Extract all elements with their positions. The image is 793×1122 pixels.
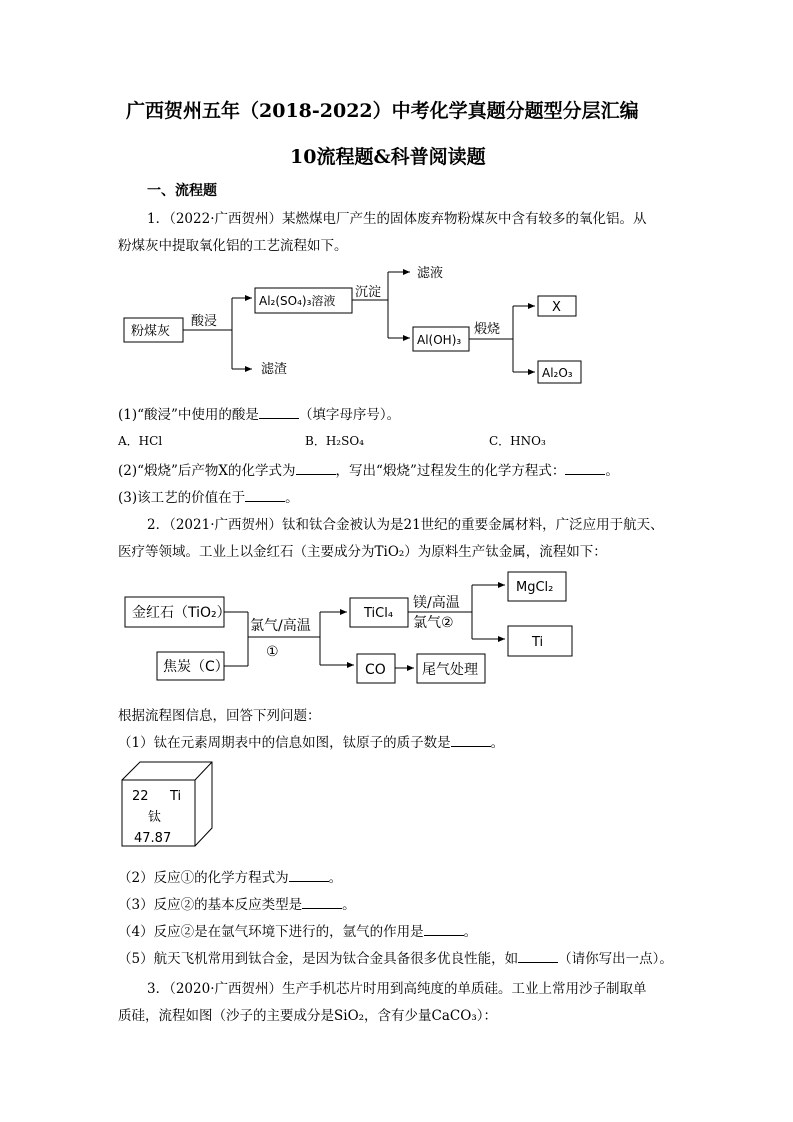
answer-blank[interactable] bbox=[245, 489, 285, 502]
label-fly-ash: 粉煤灰 bbox=[131, 324, 171, 339]
answer-blank[interactable] bbox=[424, 923, 464, 936]
q2-intro-line2: 医疗等领域。工业上以金红石（主要成分为TiO₂）为原料生产钛金属，流程如下： bbox=[118, 544, 607, 560]
element-mass: 47.87 bbox=[134, 831, 172, 846]
label-acid-leach: 酸浸 bbox=[191, 314, 218, 329]
document-title: 广西贺州五年（2018-2022）中考化学真题分题型分层汇编 bbox=[126, 100, 639, 122]
answer-blank[interactable] bbox=[451, 734, 491, 747]
answer-blank[interactable] bbox=[289, 869, 329, 882]
q2-sub2: （2）反应①的化学方程式为 。 bbox=[118, 870, 343, 886]
answer-blank[interactable] bbox=[518, 950, 558, 963]
label-ti: Ti bbox=[532, 635, 544, 650]
label-ticl4: TiCl₄ bbox=[364, 606, 394, 621]
q2-sub3: （3）反应②的基本反应类型是 。 bbox=[118, 897, 356, 913]
answer-blank[interactable] bbox=[296, 462, 336, 475]
answer-blank[interactable] bbox=[259, 406, 299, 419]
label-step1: ① bbox=[266, 644, 279, 660]
label-cond2b: 氯气② bbox=[413, 615, 454, 631]
answer-blank[interactable] bbox=[565, 462, 605, 475]
label-aloh3: Al(OH)₃ bbox=[417, 333, 462, 347]
q2-sub4: （4）反应②是在氩气环境下进行的，氩气的作用是 。 bbox=[118, 924, 478, 940]
label-coke: 焦炭（C） bbox=[163, 659, 229, 675]
q1-option-b: B．H₂SO₄ bbox=[305, 434, 364, 448]
q1-option-a: A．HCl bbox=[118, 434, 163, 448]
element-atomic-number: 22 bbox=[132, 789, 149, 804]
element-symbol: Ti bbox=[170, 789, 182, 804]
label-cond2a: 镁/高温 bbox=[413, 595, 460, 611]
label-al2o3: Al₂O₃ bbox=[542, 366, 573, 380]
document-subtitle: 10流程题&科普阅读题 bbox=[290, 146, 486, 168]
label-mgcl2: MgCl₂ bbox=[516, 580, 554, 595]
label-filtrate: 滤液 bbox=[417, 266, 444, 281]
label-co: CO bbox=[365, 662, 386, 678]
label-residue: 滤渣 bbox=[261, 362, 288, 377]
q1-sub1: (1)“酸浸”中使用的酸是 （填字母序号）。 bbox=[118, 407, 401, 423]
q1-sub3: (3)该工艺的价值在于 。 bbox=[118, 490, 299, 506]
label-rutile: 金红石（TiO₂） bbox=[132, 605, 231, 621]
q2-sub1: （1）钛在元素周期表中的信息如图，钛原子的质子数是 。 bbox=[118, 735, 505, 751]
label-al2so43: Al₂(SO₄)₃溶液 bbox=[259, 294, 336, 308]
q2-sub5: （5）航天飞机常用到钛合金，是因为钛合金具备很多优良性能，如 （请你写出一点）。 bbox=[118, 951, 673, 967]
label-cond1: 氯气/高温 bbox=[250, 618, 311, 634]
q3-intro-line1: 3．（2020·广西贺州）生产手机芯片时用到高纯度的单质硅。工业上常用沙子制取单 bbox=[147, 981, 647, 997]
label-tail-gas: 尾气处理 bbox=[422, 662, 478, 678]
q1-intro-line1: 1．（2022·广西贺州）某燃煤电厂产生的固体废弃物粉煤灰中含有较多的氧化铝。从 bbox=[147, 211, 647, 227]
section-heading: 一、流程题 bbox=[147, 183, 217, 199]
q1-option-c: C．HNO₃ bbox=[489, 434, 546, 448]
q1-intro-line2: 粉煤灰中提取氧化铝的工艺流程如下。 bbox=[118, 238, 348, 254]
q2-lead: 根据流程图信息，回答下列问题： bbox=[118, 708, 321, 724]
element-name: 钛 bbox=[148, 810, 162, 825]
q2-intro-line1: 2．（2021·广西贺州）钛和钛合金被认为是21世纪的重要金属材料，广泛应用于航天、 bbox=[147, 517, 664, 533]
label-precipitate: 沉淀 bbox=[355, 285, 382, 300]
label-x: X bbox=[552, 300, 561, 315]
q1-sub2: (2)“煅烧”后产物X的化学式为 ，写出“煅烧”过程发生的化学方程式： 。 bbox=[118, 463, 619, 479]
answer-blank[interactable] bbox=[302, 896, 342, 909]
q3-intro-line2: 质硅，流程如图（沙子的主要成分是SiO₂，含有少量CaCO₃）： bbox=[118, 1008, 497, 1024]
label-calcine: 煅烧 bbox=[474, 322, 501, 337]
